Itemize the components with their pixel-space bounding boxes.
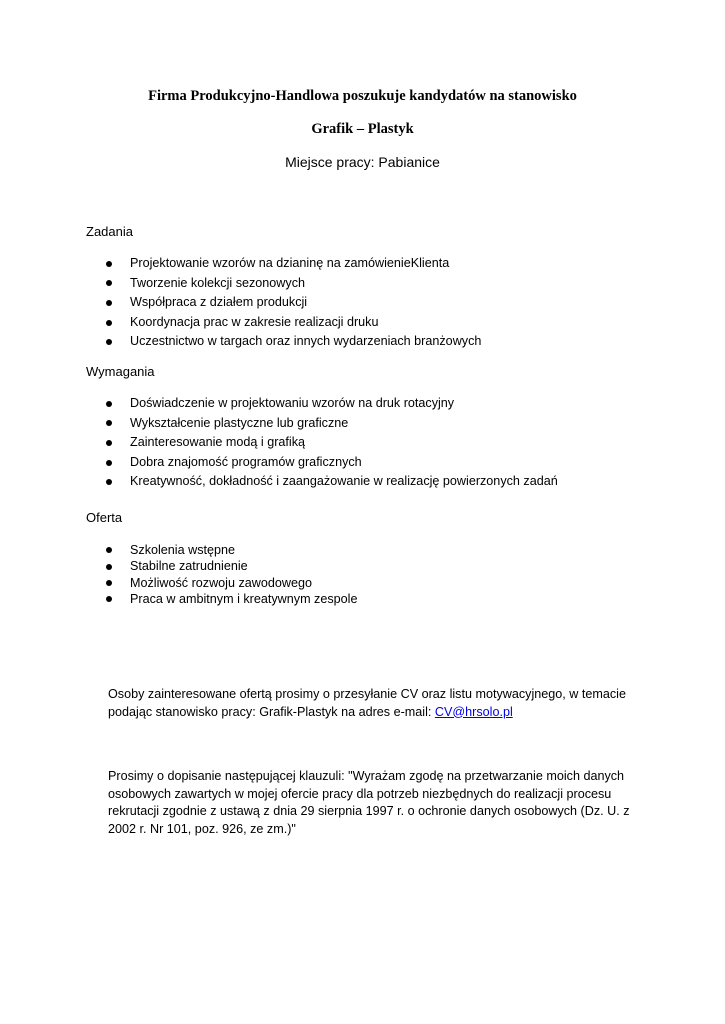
section-label-oferta: Oferta xyxy=(86,510,123,525)
bullet-icon xyxy=(106,479,112,485)
clause-line: 2002 r. Nr 101, poz. 926, ze zm.)" xyxy=(108,821,296,836)
list-item-text: Kreatywność, dokładność i zaangażowanie w realizację powierzonych zadań xyxy=(130,474,558,489)
bullet-icon xyxy=(106,460,112,466)
list-item xyxy=(104,433,558,453)
email-link[interactable]: CV@hrsolo.pl xyxy=(434,704,513,719)
clause-line: rekrutacji zgodnie z ustawą z dnia 29 sierpnia 1997 r. o ochronie danych osobowych (Dz. U. z xyxy=(108,804,630,818)
list-item-text: Doświadczenie w projektowaniu wzorów na druk rotacyjny xyxy=(130,396,455,410)
wymagania-list xyxy=(104,394,558,492)
list-item-text: Dobra znajomość programów graficznych xyxy=(130,454,362,469)
list-item-text: Zainteresowanie modą i grafiką xyxy=(130,435,306,450)
list-item xyxy=(104,575,357,591)
bullet-icon xyxy=(106,440,112,446)
bullet-icon xyxy=(106,547,112,553)
application-line-1: Osoby zainteresowane ofertą prosimy o przesyłanie CV oraz listu motywacyjnego, w temacie xyxy=(108,687,626,701)
bullet-icon xyxy=(106,420,112,426)
list-item xyxy=(104,453,558,473)
bullet-icon xyxy=(106,261,112,267)
list-item-text: Projektowanie wzorów na dzianinę na zamówienieKlienta xyxy=(130,256,450,270)
list-item xyxy=(104,293,481,313)
bullet-icon xyxy=(106,564,112,570)
application-line-2 xyxy=(108,704,628,722)
list-item-text: Uczestnictwo w targach oraz innych wydarzeniach branżowych xyxy=(130,334,482,349)
list-item-text: Wykształcenie plastyczne lub graficzne xyxy=(130,415,349,430)
oferta-list xyxy=(104,542,357,608)
bullet-icon xyxy=(106,401,112,407)
list-item xyxy=(104,254,481,274)
job-ad-title: Firma Produkcyjno-Handlowa poszukuje kandydatów na stanowisko xyxy=(148,88,577,104)
clause-line: Prosimy o dopisanie następującej klauzuli: "Wyrażam zgodę na przetwarzanie moich danych xyxy=(108,769,625,783)
list-item-text: Szkolenia wstępne xyxy=(130,543,236,557)
list-item-text: Tworzenie kolekcji sezonowych xyxy=(130,275,305,290)
application-instructions xyxy=(108,686,628,721)
bullet-icon xyxy=(106,280,112,286)
section-label-zadania: Zadania xyxy=(86,224,133,239)
list-item xyxy=(104,414,558,434)
application-line-2-text: podając stanowisko pracy: Grafik-Plastyk na adres e-mail: xyxy=(108,704,435,719)
work-location: Miejsce pracy: Pabianice xyxy=(285,154,440,170)
list-item xyxy=(104,591,357,607)
list-item-text: Praca w ambitnym i kreatywnym zespole xyxy=(130,592,358,607)
list-item xyxy=(104,558,357,574)
section-label-wymagania: Wymagania xyxy=(86,364,155,379)
bullet-icon xyxy=(106,339,112,345)
bullet-icon xyxy=(106,300,112,306)
consent-clause xyxy=(108,768,628,838)
list-item-text: Możliwość rozwoju zawodowego xyxy=(130,575,312,590)
list-item xyxy=(104,394,558,414)
bullet-icon xyxy=(106,320,112,326)
list-item xyxy=(104,313,481,333)
bullet-icon xyxy=(106,596,112,602)
list-item-text: Stabilne zatrudnienie xyxy=(130,559,248,574)
bullet-icon xyxy=(106,580,112,586)
list-item-text: Współpraca z działem produkcji xyxy=(130,295,308,310)
clause-line: osobowych zawartych w mojej ofercie pracy dla potrzeb niezbędnych do realizacji procesu xyxy=(108,786,612,801)
list-item xyxy=(104,274,481,294)
list-item xyxy=(104,542,357,558)
list-item-text: Koordynacja prac w zakresie realizacji druku xyxy=(130,314,379,329)
list-item xyxy=(104,332,481,352)
list-item xyxy=(104,472,558,492)
zadania-list xyxy=(104,254,481,352)
position-title: Grafik – Plastyk xyxy=(311,121,414,137)
